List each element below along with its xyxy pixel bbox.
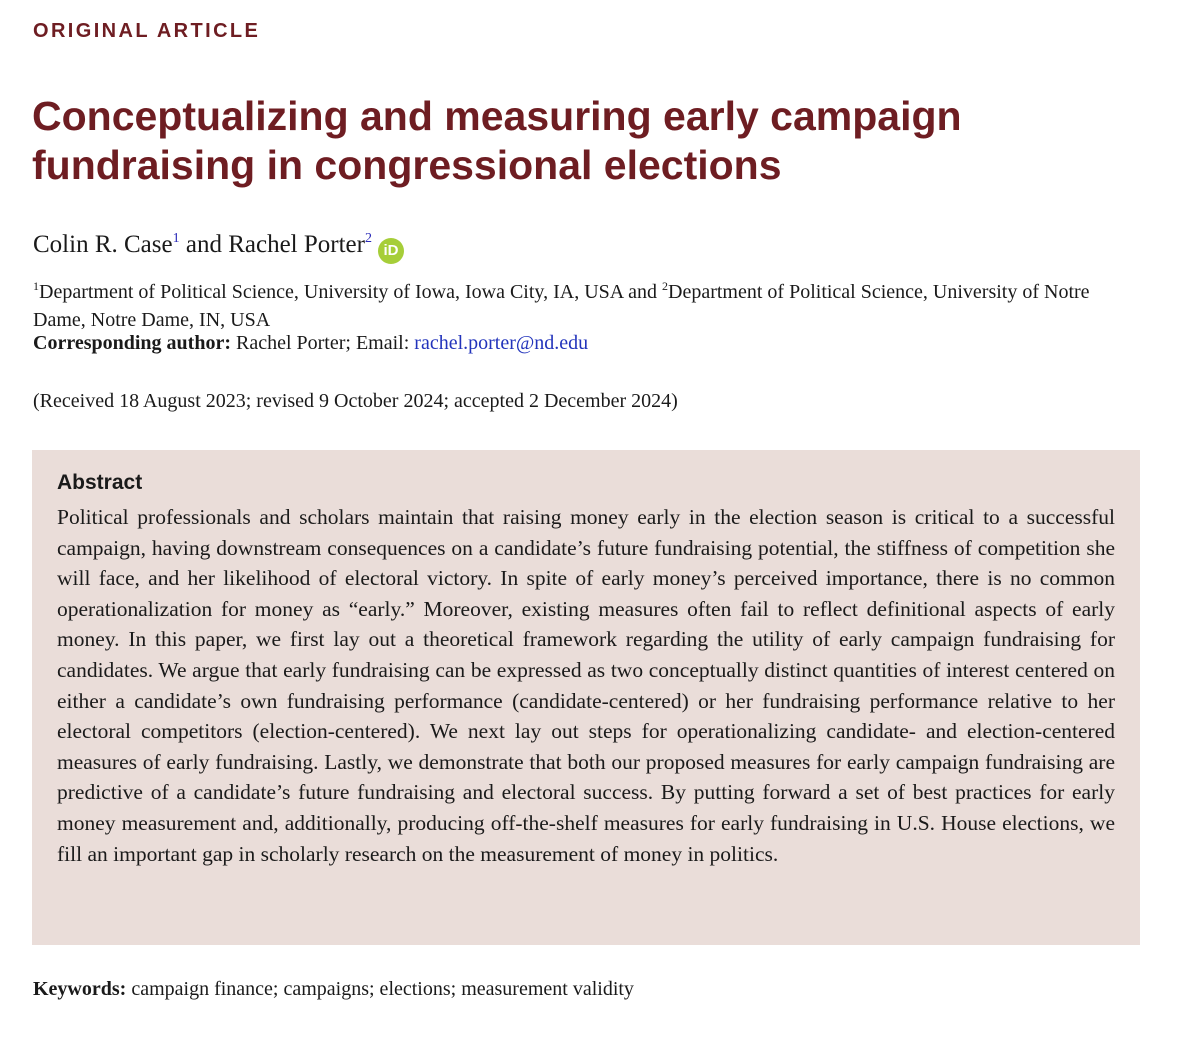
affiliations — [33, 272, 1143, 334]
orcid-icon[interactable]: iD — [378, 238, 404, 264]
keywords — [33, 975, 634, 1003]
affiliation-marker[interactable]: 1 — [172, 231, 180, 246]
article-type-label: ORIGINAL ARTICLE — [33, 20, 261, 42]
author-connector: and — [179, 231, 229, 258]
author-name[interactable]: Rachel Porter — [228, 231, 365, 258]
abstract-box — [32, 450, 1140, 945]
corresponding-author — [33, 329, 588, 357]
abstract-text: Political professionals and scholars maintain that raising money early in the election season is critical to a successful campaign, having downstream consequences on a candidate’s future fundraising potential, the stiffness of competition she will face, and her likelihood of electoral victory. In spite of early money’s perceived importance, there is no common operationalization for money as “early.” Moreover, existing measures often fail to reflect definitional aspects of early money. In this paper, we first lay out a theoretical framework regarding the utility of early campaign fundraising for candidates. We argue that early fundraising can be expressed as two conceptually distinct quantities of interest centered on either a candidate’s own fundraising performance (candidate-centered) or her fundraising performance relative to her electoral competitors (election-centered). We next lay out steps for operationalizing candidate- and election-centered measures of early fundraising. Lastly, we demonstrate that both our proposed measures for early campaign fundraising are predictive of a candidate’s future fundraising and electoral success. By putting forward a set of best practices for early money measurement and, additionally, producing off-the-shelf measures for early fundraising in U.S. House elections, we fill an important gap in scholarly research on the measurement of money in politics. — [57, 505, 1115, 866]
email-link[interactable]: rachel.porter@nd.edu — [414, 332, 589, 354]
corresponding-author-text: Rachel Porter; Email: — [231, 332, 415, 354]
corresponding-author-label: Corresponding author: — [33, 332, 231, 354]
affiliation-marker[interactable]: 2 — [364, 231, 372, 246]
keywords-text: campaign finance; campaigns; elections; measurement validity — [126, 978, 634, 1000]
author-name[interactable]: Colin R. Case — [33, 231, 173, 258]
keywords-label: Keywords: — [33, 978, 127, 1000]
article-title: Conceptualizing and measuring early campaign fundraising in congressional elections — [32, 93, 962, 188]
publication-history: (Received 18 August 2023; revised 9 October 2024; accepted 2 December 2024) — [33, 390, 678, 412]
author-list — [33, 223, 404, 264]
affiliation-text: Department of Political Science, University of Notre Dame, Notre Dame, IN, USA — [33, 281, 1090, 331]
affiliation-number: 2 — [662, 279, 669, 293]
abstract-heading: Abstract — [57, 471, 143, 494]
affiliation-text: Department of Political Science, University of Iowa, Iowa City, IA, USA and — [39, 281, 663, 303]
affiliation-number: 1 — [33, 279, 39, 293]
